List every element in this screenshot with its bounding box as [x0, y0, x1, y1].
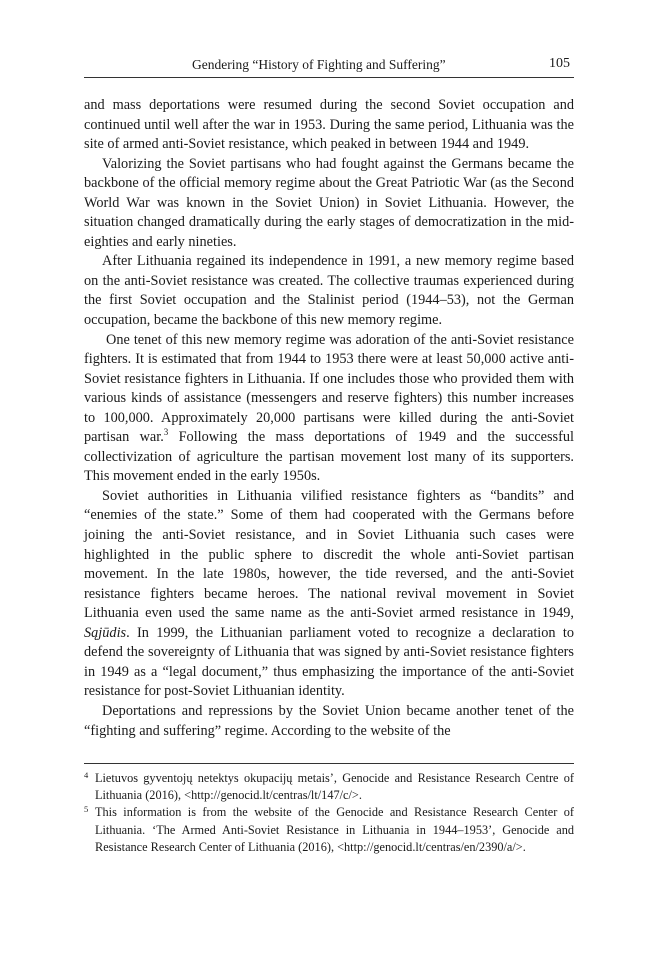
- paragraph-4: [84, 331, 574, 487]
- footnote-reference: 3: [163, 427, 169, 438]
- footnotes: [84, 770, 574, 856]
- paragraph-5-italic-term: Sąjūdis: [84, 624, 127, 641]
- footnote-text: Lietuvos gyventojų netektys okupacijų metais’, Genocide and Resistance Research Centre of Lithuania (2016), <http://genocid.lt/centras/lt/147/c/>.: [95, 771, 574, 803]
- running-header: [84, 55, 574, 78]
- footnote-number: 4: [84, 770, 89, 780]
- main-text: [84, 96, 574, 741]
- page-number: 105: [549, 56, 570, 71]
- paragraph-3: After Lithuania regained its independence in 1991, a new memory regime based on the anti-Soviet resistance was created. The collective traumas experienced during the first Soviet occupation and the Stalinist period (1944–53), not the German occupation, became the backbone of this new memory regime.: [84, 253, 574, 329]
- footnote-text: This information is from the website of the Genocide and Resistance Research Center of Lithuania. ‘The Armed Anti-Soviet Resistance in Lithuania in 1944–1953’, Genocide and Resistance Research Center of Lithuania (2016), <http://genocid.lt/centras/en/2390/a/>.: [95, 805, 574, 854]
- running-title: Gendering “History of Fighting and Suffering”: [192, 57, 446, 72]
- paragraph-4-text-b: Following the mass deportations of 1949 and the successful collectivization of agriculture the partisan movement lost many of its supporters. This movement ended in the early 1950s.: [84, 429, 574, 485]
- footnote-number: 5: [84, 804, 89, 815]
- paragraph-5-text-a: Soviet authorities in Lithuania vilified resistance fighters as “bandits” and “enemies of the state.” Some of them had cooperated with the Germans before joining the anti-Soviet resistance, and in Soviet Lithuania such cases were highlighted in the public sphere to discredit the whole anti-Soviet partisan movement. In the late 1980s, however, the tide reversed, and the anti-Soviet resistance fighters became heroes. The national revival movement in Soviet Lithuania even used the same name as the anti-Soviet armed resistance in 1949,: [84, 487, 574, 622]
- footnote: [84, 804, 574, 856]
- paragraph-5: [84, 487, 574, 702]
- paragraph-5-text-b: . In 1999, the Lithuanian parliament voted to recognize a declaration to defend the sovereignty of Lithuania that was signed by anti-Soviet resistance fighters in 1949 as a “legal document,” thus emphasizing the importance of the anti-Soviet resistance for post-Soviet Lithuanian identity.: [84, 624, 574, 700]
- paragraph-6: Deportations and repressions by the Soviet Union became another tenet of the “fighting and suffering” regime. According to the website of the: [84, 702, 574, 739]
- footnote-divider: [84, 763, 574, 764]
- paragraph-4-text-a: One tenet of this new memory regime was adoration of the anti-Soviet resistance fighters. It is estimated that from 1944 to 1953 there were at least 50,000 active anti-Soviet resistance fighters in Lithuania. If one includes those who provided them with various kinds of assistance (messengers and reserve fighters) this number increases to 100,000. Approximately 20,000 partisans were killed during the anti-Soviet partisan war.: [84, 331, 574, 446]
- paragraph-1: and mass deportations were resumed during the second Soviet occupation and continued until well after the war in 1953. During the same period, Lithuania was the site of armed anti-Soviet resistance, which peaked in between 1944 and 1949.: [84, 97, 574, 153]
- footnote: [84, 770, 574, 804]
- paragraph-2: Valorizing the Soviet partisans who had fought against the Germans became the backbone of the official memory regime about the Great Patriotic War (as the Second World War was known in the Soviet Union) in Soviet Lithuania. However, the situation changed dramatically during the early stages of democratization in the mid-eighties and early nineties.: [84, 155, 574, 250]
